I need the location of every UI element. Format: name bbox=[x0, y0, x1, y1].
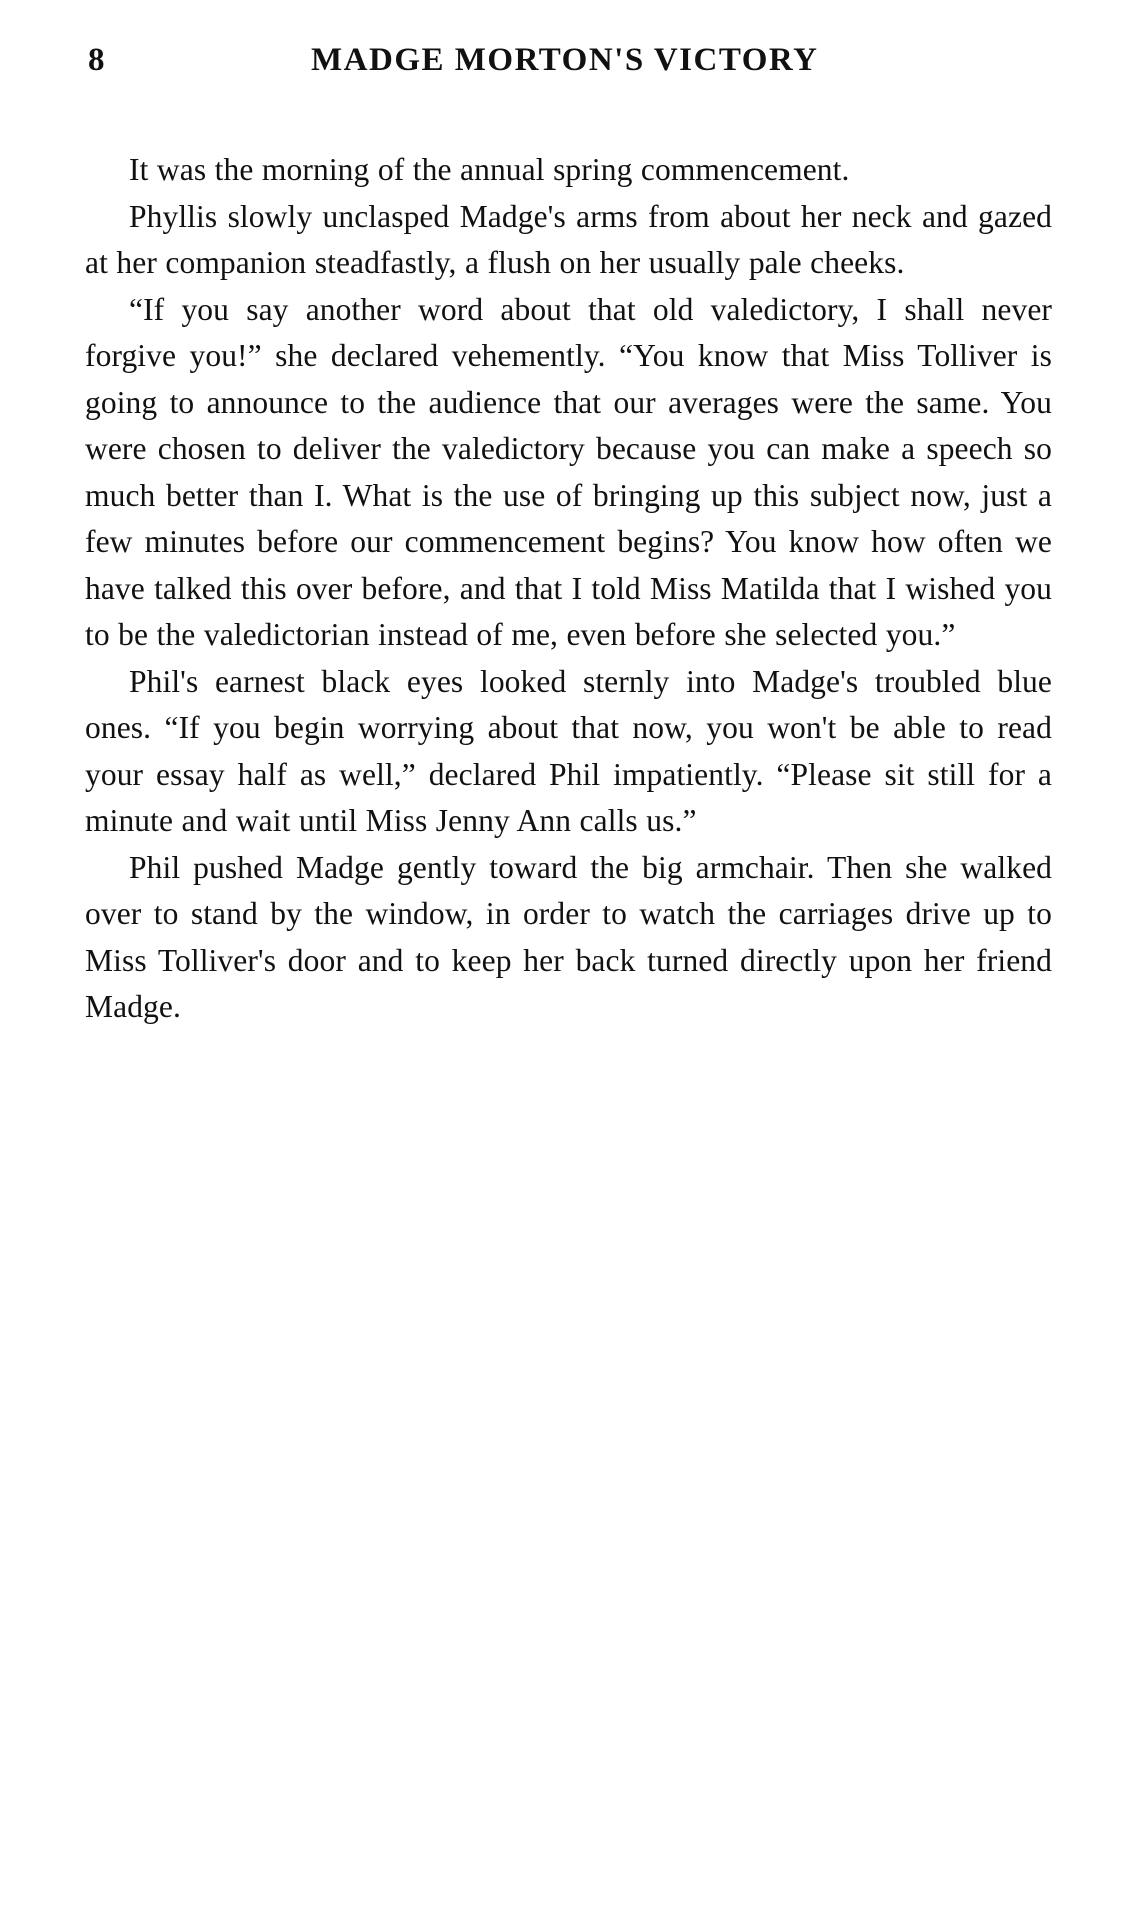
book-page bbox=[0, 44, 1130, 1911]
body-text bbox=[0, 147, 1130, 1077]
book-title-header: MADGE MORTON'S VICTORY bbox=[311, 42, 819, 78]
paragraph: Phyllis slowly unclasped Madge's arms from about her neck and gazed at her companion steadfastly, a flush on her usually pale cheeks. bbox=[85, 198, 1052, 280]
paragraph: “If you say another word about that old valedictory, I shall never forgive you!” she declared vehemently. “You know that Miss Tolliver is going to announce to the audience that our averages were the same. You were chosen to deliver the valedictory because you can make a speech so much better than I. What is the use of bringing up this subject now, just a few minutes before our commencement begins? You know how often we have talked this over before, and that I told Miss Matilda that I wished you to be the valedictorian instead of me, even before she selected you.” bbox=[85, 291, 1052, 652]
paragraph: Phil pushed Madge gently toward the big armchair. Then she walked over to stand by the window, in order to watch the carriages drive up to Miss Tolliver's door and to keep her back turned directly upon her friend Madge. bbox=[85, 849, 1052, 1024]
running-head bbox=[0, 44, 1130, 77]
paragraph: It was the morning of the annual spring commencement. bbox=[129, 152, 850, 187]
paragraph: Phil's earnest black eyes looked sternly into Madge's troubled blue ones. “If you begin worrying about that now, you won't be able to read your essay half as well,” declared Phil impatiently. “Please sit still for a minute and wait until Miss Jenny Ann calls us.” bbox=[85, 663, 1052, 838]
page-number: 8 bbox=[88, 42, 105, 78]
